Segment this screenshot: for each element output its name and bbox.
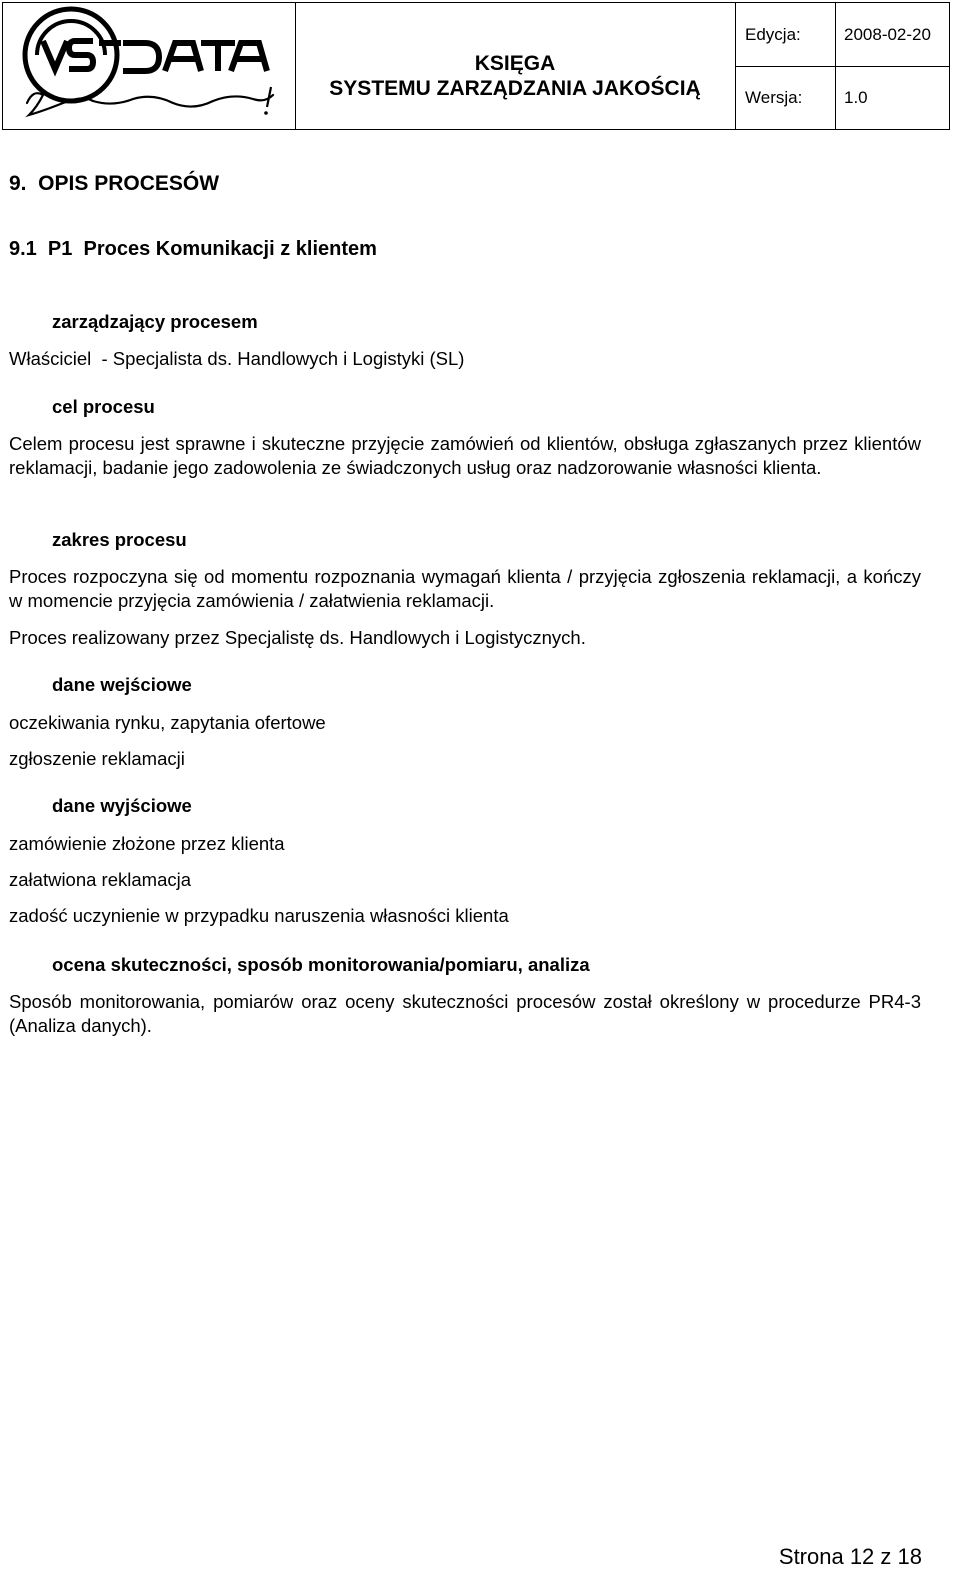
page-number: Strona 12 z 18 <box>778 1544 922 1569</box>
scope-heading: zakres procesu <box>52 529 187 550</box>
section-heading: 9. OPIS PROCESÓW <box>9 172 220 195</box>
scope-text: Proces rozpoczyna się od momentu rozpoznania wymagań klienta / przyjęcia zgłoszenia reklamacji, a kończy w momencie przyjęcia zamówienia / załatwienia reklamacji. <box>9 566 921 611</box>
output-item: zamówienie złożone przez klienta <box>9 833 285 854</box>
document-header <box>2 2 950 130</box>
eval-text: Sposób monitorowania, pomiarów oraz oceny skuteczności procesów został określony w procedurze PR4-3 (Analiza danych). <box>9 991 921 1036</box>
goal-heading: cel procesu <box>52 396 155 417</box>
outputs-heading: dane wyjściowe <box>52 795 192 816</box>
header-title-line1: KSIĘGA <box>474 52 556 75</box>
owner-text: Właściciel - Specjalista ds. Handlowych i Logistyki (SL) <box>9 348 465 369</box>
eval-heading: ocena skuteczności, sposób monitorowania/pomiaru, analiza <box>52 954 590 975</box>
header-title-cell <box>295 3 736 129</box>
edition-row <box>736 3 949 67</box>
edition-value: 2008-02-20 <box>844 24 931 44</box>
version-row <box>736 66 949 129</box>
edition-label: Edycja: <box>736 3 836 66</box>
output-item: załatwiona reklamacja <box>9 869 192 890</box>
inputs-heading: dane wejściowe <box>52 674 192 695</box>
output-item: zadość uczynienie w przypadku naruszenia własności klienta <box>9 905 509 926</box>
header-meta-cell <box>736 3 949 129</box>
header-title-line2: SYSTEMU ZARZĄDZANIA JAKOŚCIĄ <box>329 77 701 100</box>
section-subheading: 9.1 P1 Proces Komunikacji z klientem <box>9 238 377 260</box>
scope-text-2: Proces realizowany przez Specjalistę ds. Handlowych i Logistycznych. <box>9 627 586 648</box>
vsdata-logo <box>3 3 295 129</box>
version-label: Wersja: <box>736 66 836 129</box>
input-item: zgłoszenie reklamacji <box>9 748 185 769</box>
input-item: oczekiwania rynku, zapytania ofertowe <box>9 712 326 733</box>
owner-heading: zarządzający procesem <box>52 311 258 332</box>
version-value: 1.0 <box>844 87 868 107</box>
goal-text: Celem procesu jest sprawne i skuteczne przyjęcie zamówień od klientów, obsługa zgłaszanych przez klientów reklamacji, badanie jego zadowolenia ze świadczonych usług oraz nadzorowanie własności klienta. <box>9 433 921 478</box>
logo-cell <box>3 3 296 129</box>
